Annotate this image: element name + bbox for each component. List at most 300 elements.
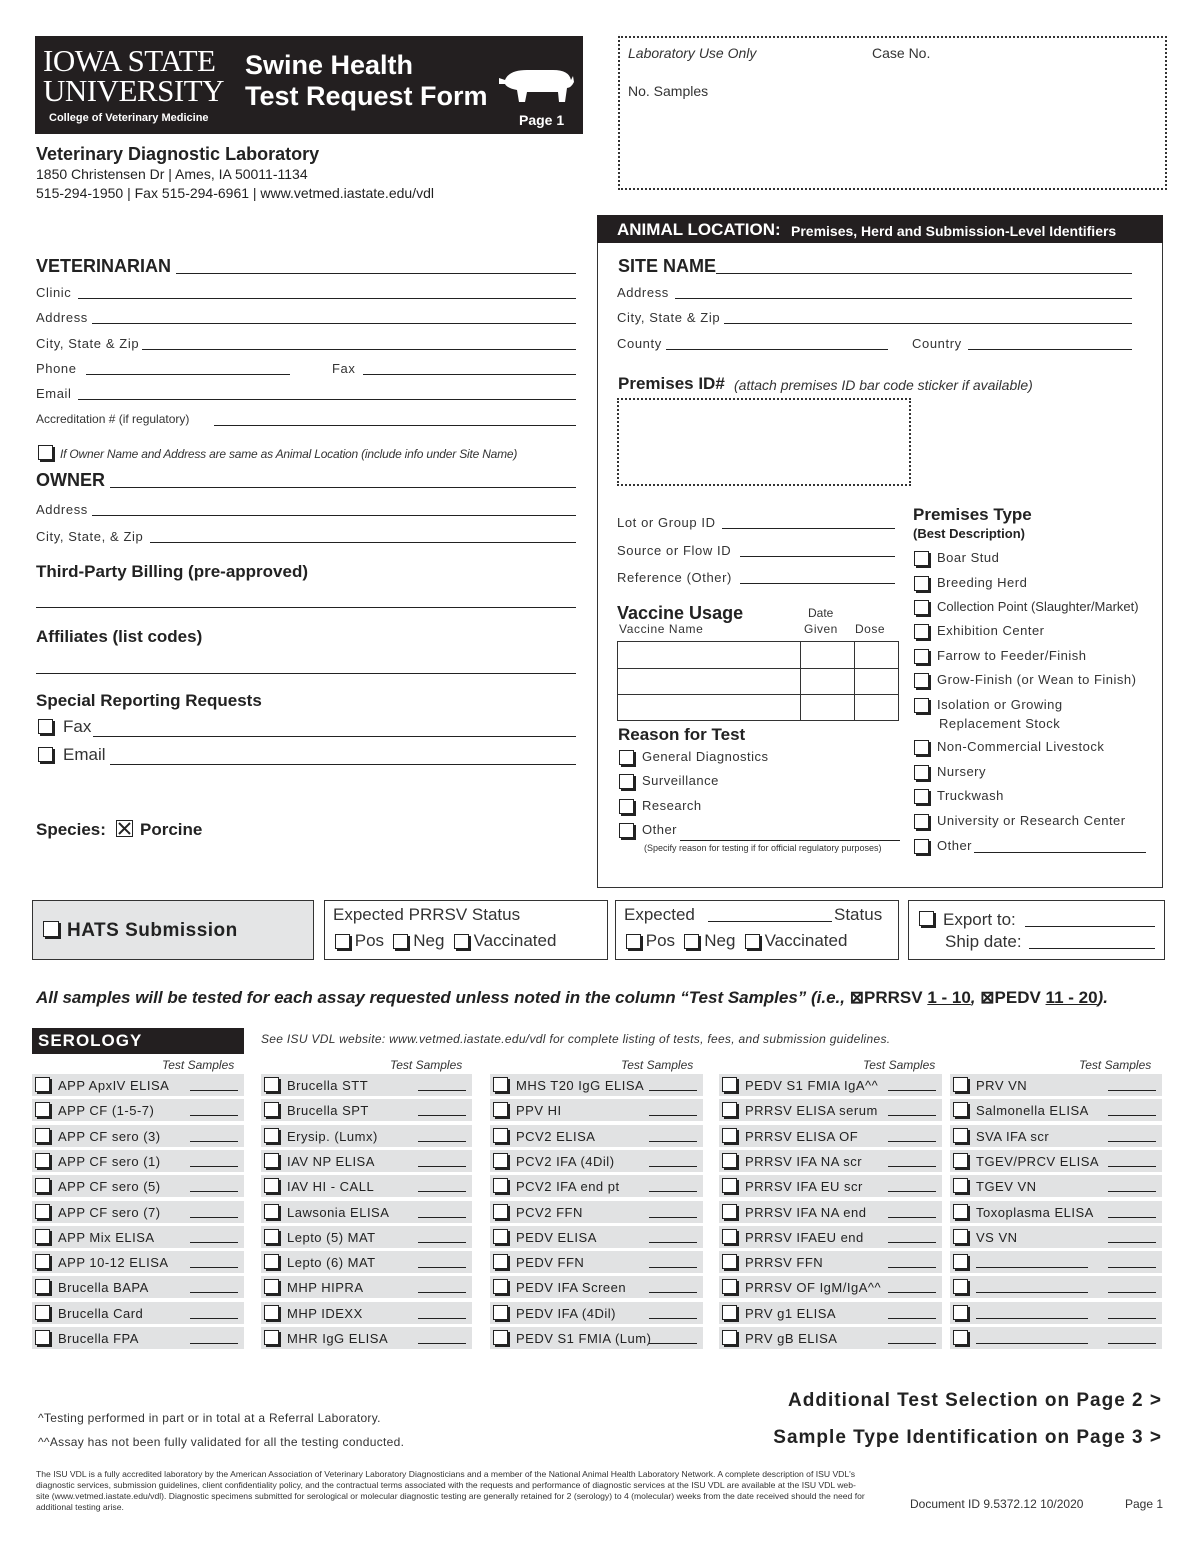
hats-submission-box[interactable] (32, 900, 314, 960)
ptype-collection-point[interactable]: Collection Point (Slaughter/Market) (914, 599, 1139, 615)
serology-test-checkbox[interactable] (35, 1254, 50, 1269)
serology-test-checkbox[interactable] (264, 1330, 279, 1345)
serology-test-checkbox[interactable] (722, 1330, 737, 1345)
county-label: County (617, 336, 662, 351)
owner-same-checkbox[interactable] (38, 444, 53, 462)
site-city-field[interactable] (724, 323, 1132, 324)
lab-contact: 515-294-1950 | Fax 515-294-6961 | www.vetmed.iastate.edu/vdl (36, 185, 434, 201)
affiliates-field[interactable] (36, 673, 576, 674)
test-samples-field[interactable] (418, 1191, 466, 1192)
serology-test-row[interactable] (950, 1201, 1162, 1223)
serology-test-checkbox[interactable] (35, 1229, 50, 1244)
veterinarian-field[interactable] (176, 273, 576, 274)
test-samples-field[interactable] (649, 1141, 697, 1142)
vet-city-field[interactable] (142, 349, 576, 350)
serology-test-row[interactable] (490, 1074, 703, 1096)
prrsv-pos[interactable]: Pos (335, 931, 384, 950)
vaccine-table (617, 641, 899, 721)
ptype-farrow-to-feeder[interactable]: Farrow to Feeder/Finish (914, 648, 1087, 664)
test-samples-field[interactable] (888, 1343, 936, 1344)
serology-test-checkbox[interactable] (953, 1153, 968, 1168)
test-samples-field[interactable] (649, 1090, 697, 1091)
serology-test-name: APP CF sero (1) (58, 1153, 161, 1169)
serology-test-row[interactable] (261, 1074, 472, 1096)
premises-id-label: Premises ID# (618, 374, 725, 393)
serology-test-row[interactable] (719, 1074, 942, 1096)
test-samples-field[interactable] (1108, 1090, 1156, 1091)
serology-test-checkbox[interactable] (264, 1305, 279, 1320)
fax-report-field[interactable] (93, 736, 576, 737)
serology-test-checkbox[interactable] (264, 1178, 279, 1193)
serology-test-checkbox[interactable] (953, 1077, 968, 1092)
site-address-field[interactable] (675, 298, 1132, 299)
serology-test-checkbox[interactable] (264, 1077, 279, 1092)
email-report-field[interactable] (110, 764, 576, 765)
ship-date-field[interactable] (1029, 948, 1155, 949)
test-samples-field[interactable] (418, 1292, 466, 1293)
serology-custom-test-field[interactable] (976, 1292, 1088, 1293)
serology-test-name: PRRSV ELISA OF (745, 1128, 859, 1144)
test-samples-field[interactable] (888, 1242, 936, 1243)
expected-vaccinated[interactable]: Vaccinated (745, 931, 848, 950)
serology-test-row[interactable] (32, 1074, 244, 1096)
test-samples-field[interactable] (649, 1191, 697, 1192)
reason-surveillance[interactable]: Surveillance (619, 773, 719, 789)
prrsv-neg[interactable]: Neg (393, 931, 444, 950)
serology-test-checkbox[interactable] (953, 1279, 968, 1294)
serology-test-row[interactable] (950, 1251, 1162, 1273)
export-box (908, 900, 1165, 960)
ptype-other[interactable]: Other (914, 838, 972, 854)
serology-test-checkbox[interactable] (722, 1305, 737, 1320)
serology-custom-test-field[interactable] (976, 1343, 1088, 1344)
serology-test-row[interactable] (719, 1125, 942, 1147)
prrsv-vaccinated[interactable]: Vaccinated (454, 931, 557, 950)
test-samples-field[interactable] (1108, 1242, 1156, 1243)
expected-pathogen-field[interactable] (708, 921, 832, 922)
serology-test-row[interactable] (32, 1226, 244, 1248)
test-samples-field[interactable] (190, 1090, 238, 1091)
serology-test-checkbox[interactable] (493, 1330, 508, 1345)
serology-test-checkbox[interactable] (953, 1204, 968, 1219)
serology-test-checkbox[interactable] (493, 1178, 508, 1193)
serology-test-row[interactable] (32, 1175, 244, 1197)
test-samples-col3: Test Samples (621, 1058, 694, 1072)
reason-other[interactable]: Other (619, 822, 677, 838)
test-samples-field[interactable] (1108, 1318, 1156, 1319)
serology-test-row[interactable] (261, 1327, 472, 1349)
ptype-university[interactable]: University or Research Center (914, 813, 1126, 829)
serology-test-name: Brucella FPA (58, 1331, 139, 1346)
accreditation-field[interactable] (214, 425, 576, 426)
serology-test-checkbox[interactable] (264, 1153, 279, 1168)
serology-test-name: APP CF sero (3) (58, 1128, 161, 1144)
serology-test-row[interactable] (950, 1099, 1162, 1121)
test-samples-field[interactable] (190, 1141, 238, 1142)
test-samples-field[interactable] (418, 1090, 466, 1091)
serology-test-name: PRRSV FFN (745, 1255, 824, 1271)
serology-test-row[interactable] (950, 1125, 1162, 1147)
serology-test-row[interactable] (490, 1099, 703, 1121)
test-samples-field[interactable] (1108, 1217, 1156, 1218)
serology-test-row[interactable] (32, 1276, 244, 1298)
page3-link[interactable]: Sample Type Identification on Page 3 > (773, 1427, 1162, 1448)
serology-test-row[interactable] (950, 1226, 1162, 1248)
serology-test-checkbox[interactable] (35, 1204, 50, 1219)
university-name: IOWA STATE UNIVERSITY (43, 43, 224, 108)
ptype-grow-finish[interactable]: Grow-Finish (or Wean to Finish) (914, 672, 1136, 688)
serology-test-checkbox[interactable] (493, 1279, 508, 1294)
serology-test-checkbox[interactable] (35, 1279, 50, 1294)
test-samples-field[interactable] (888, 1090, 936, 1091)
phone-field[interactable] (86, 374, 290, 375)
serology-test-row[interactable] (950, 1074, 1162, 1096)
serology-test-row[interactable] (950, 1150, 1162, 1172)
serology-test-row[interactable] (32, 1327, 244, 1349)
test-samples-field[interactable] (190, 1242, 238, 1243)
test-samples-field[interactable] (1108, 1292, 1156, 1293)
serology-test-row[interactable] (490, 1302, 703, 1324)
page-indicator: Page 1 (519, 112, 565, 128)
serology-test-row[interactable] (490, 1226, 703, 1248)
serology-test-row[interactable] (490, 1175, 703, 1197)
test-samples-field[interactable] (888, 1217, 936, 1218)
test-samples-field[interactable] (1108, 1166, 1156, 1167)
site-name-label: SITE NAME (618, 256, 717, 276)
serology-test-checkbox[interactable] (493, 1128, 508, 1143)
serology-test-name: PCV2 FFN (516, 1204, 583, 1220)
test-samples-field[interactable] (190, 1343, 238, 1344)
serology-test-row[interactable] (719, 1099, 942, 1121)
test-samples-field[interactable] (649, 1115, 697, 1116)
animal-location-header (597, 215, 1163, 243)
expected-pos[interactable]: Pos (626, 931, 675, 950)
test-samples-field[interactable] (888, 1166, 936, 1167)
animal-location-box (597, 243, 1163, 888)
serology-test-name: PRRSV IFAEU end (745, 1229, 864, 1245)
serology-test-checkbox[interactable] (493, 1077, 508, 1092)
ship-date-label: Ship date: (945, 932, 1022, 951)
serology-test-checkbox[interactable] (493, 1153, 508, 1168)
serology-test-row[interactable] (32, 1251, 244, 1273)
test-samples-field[interactable] (1108, 1343, 1156, 1344)
test-samples-field[interactable] (649, 1318, 697, 1319)
owner-address-label: Address (36, 502, 88, 517)
premises-id-sticker-box[interactable] (617, 398, 911, 486)
ptype-nursery[interactable]: Nursery (914, 764, 986, 780)
test-samples-field[interactable] (418, 1217, 466, 1218)
test-samples-field[interactable] (418, 1267, 466, 1268)
test-samples-field[interactable] (190, 1115, 238, 1116)
serology-test-checkbox[interactable] (493, 1254, 508, 1269)
serology-test-checkbox[interactable] (264, 1254, 279, 1269)
premises-id-note: (attach premises ID bar code sticker if available) (734, 377, 1033, 393)
serology-test-checkbox[interactable] (35, 1128, 50, 1143)
ptype-truckwash[interactable]: Truckwash (914, 788, 1004, 804)
special-reporting-label: Special Reporting Requests (36, 691, 262, 710)
prrsv-status-options (335, 931, 556, 951)
serology-custom-test-field[interactable] (976, 1318, 1088, 1319)
serology-test-checkbox[interactable] (493, 1204, 508, 1219)
page2-link[interactable]: Additional Test Selection on Page 2 > (788, 1390, 1162, 1411)
test-samples-field[interactable] (190, 1318, 238, 1319)
expected-label: Expected (624, 905, 695, 924)
species-value: Porcine (140, 820, 203, 839)
test-samples-field[interactable] (888, 1191, 936, 1192)
serology-test-row[interactable] (490, 1276, 703, 1298)
species-checkbox[interactable] (116, 820, 133, 842)
serology-test-checkbox[interactable] (264, 1204, 279, 1219)
serology-test-name: PEDV S1 FMIA IgA^^ (745, 1078, 879, 1093)
email-field[interactable] (78, 399, 576, 400)
third-party-billing-label: Third-Party Billing (pre-approved) (36, 562, 309, 581)
serology-test-checkbox[interactable] (264, 1128, 279, 1143)
serology-test-row[interactable] (490, 1150, 703, 1172)
serology-test-row[interactable] (719, 1150, 942, 1172)
serology-test-checkbox[interactable] (35, 1330, 50, 1345)
test-samples-field[interactable] (649, 1292, 697, 1293)
owner-title: OWNER (36, 470, 105, 490)
serology-test-checkbox[interactable] (722, 1204, 737, 1219)
serology-test-checkbox[interactable] (264, 1102, 279, 1117)
ptype-other-field[interactable] (974, 852, 1146, 853)
serology-test-row[interactable] (261, 1125, 472, 1147)
serology-test-checkbox[interactable] (722, 1153, 737, 1168)
serology-test-row[interactable] (261, 1099, 472, 1121)
serology-test-name: APP CF sero (7) (58, 1204, 161, 1220)
test-samples-field[interactable] (1108, 1191, 1156, 1192)
site-address-label: Address (617, 285, 669, 300)
serology-header (32, 1028, 244, 1054)
serology-test-row[interactable] (261, 1201, 472, 1223)
reason-general[interactable]: General Diagnostics (619, 749, 769, 765)
expected-neg[interactable]: Neg (684, 931, 735, 950)
test-samples-field[interactable] (888, 1141, 936, 1142)
test-samples-field[interactable] (888, 1115, 936, 1116)
fine-print: The ISU VDL is a fully accredited laboratory by the American Association of Veterinary Laboratory Diagnosticians and a member of the National Animal Health Laboratory Network. A complete description of ISU VDL's diagnostic services, submission guidelines, client confidentiality policy, and the contractual terms associated with the requests and performance of diagnostic services at the ISU VDL are available at the ISU VDL web-site (www.vetmed.iastate.edu/vdl). Diagnostic specimens submitted for serological or molecular diagnostic testing are generally retained for 2 (serology) to 4 (molecular) weeks from the date received should the need for additional testing arise. (36, 1469, 865, 1512)
reason-note: (Specify reason for testing if for official regulatory purposes) (644, 843, 882, 853)
footnote-validation: ^^Assay has not been fully validated for all the testing conducted. (38, 1435, 405, 1449)
serology-test-row[interactable] (490, 1201, 703, 1223)
serology-test-checkbox[interactable] (493, 1102, 508, 1117)
ptype-non-commercial[interactable]: Non-Commercial Livestock (914, 739, 1104, 755)
test-samples-field[interactable] (649, 1343, 697, 1344)
test-samples-field[interactable] (190, 1267, 238, 1268)
serology-test-checkbox[interactable] (953, 1254, 968, 1269)
serology-test-checkbox[interactable] (35, 1305, 50, 1320)
serology-test-checkbox[interactable] (35, 1077, 50, 1092)
serology-test-checkbox[interactable] (953, 1178, 968, 1193)
serology-test-name: Lepto (5) MAT (287, 1229, 376, 1245)
expected-status-box (615, 900, 899, 960)
species-label: Species: (36, 820, 106, 839)
serology-test-row[interactable] (719, 1226, 942, 1248)
test-samples-field[interactable] (418, 1166, 466, 1167)
test-samples-field[interactable] (190, 1217, 238, 1218)
owner-field[interactable] (110, 487, 576, 488)
serology-test-row[interactable] (261, 1150, 472, 1172)
serology-test-checkbox[interactable] (722, 1279, 737, 1294)
test-samples-field[interactable] (649, 1267, 697, 1268)
test-samples-field[interactable] (418, 1242, 466, 1243)
serology-test-name: PCV2 IFA end pt (516, 1179, 620, 1195)
fax-label: Fax (332, 361, 356, 376)
serology-test-row[interactable] (261, 1175, 472, 1197)
test-samples-field[interactable] (418, 1318, 466, 1319)
vet-address-field[interactable] (92, 323, 576, 324)
reference-field[interactable] (740, 583, 895, 584)
serology-test-row[interactable] (261, 1226, 472, 1248)
serology-test-row[interactable] (490, 1251, 703, 1273)
reason-research[interactable]: Research (619, 798, 702, 814)
serology-test-name: PRRSV IFA NA end (745, 1204, 867, 1220)
serology-test-row[interactable] (950, 1175, 1162, 1197)
lab-use-label: Laboratory Use Only (628, 45, 757, 61)
test-samples-field[interactable] (888, 1267, 936, 1268)
serology-test-name: Lepto (6) MAT (287, 1255, 376, 1271)
serology-test-name: PEDV IFA (4Dil) (516, 1305, 616, 1321)
reason-other-field[interactable] (680, 840, 900, 841)
country-field[interactable] (968, 349, 1132, 350)
test-samples-field[interactable] (888, 1318, 936, 1319)
serology-test-row[interactable] (32, 1099, 244, 1121)
serology-test-checkbox[interactable] (953, 1128, 968, 1143)
serology-test-row[interactable] (719, 1276, 942, 1298)
serology-test-name: Brucella Card (58, 1305, 144, 1321)
lot-field[interactable] (722, 528, 895, 529)
test-samples-field[interactable] (649, 1217, 697, 1218)
serology-test-name: MHS T20 IgG ELISA (516, 1078, 645, 1093)
serology-test-checkbox[interactable] (953, 1330, 968, 1345)
site-city-label: City, State & Zip (617, 310, 721, 325)
serology-test-row[interactable] (261, 1302, 472, 1324)
serology-test-checkbox[interactable] (722, 1077, 737, 1092)
test-samples-field[interactable] (888, 1292, 936, 1293)
serology-test-row[interactable] (719, 1251, 942, 1273)
ptype-breeding-herd[interactable]: Breeding Herd (914, 575, 1027, 591)
test-samples-field[interactable] (190, 1166, 238, 1167)
test-samples-field[interactable] (1108, 1141, 1156, 1142)
serology-test-checkbox[interactable] (493, 1305, 508, 1320)
serology-test-checkbox[interactable] (264, 1279, 279, 1294)
prrsv-status-title: Expected PRRSV Status (333, 905, 521, 924)
serology-test-row[interactable] (490, 1125, 703, 1147)
serology-test-name: MHR IgG ELISA (287, 1331, 389, 1346)
serology-test-checkbox[interactable] (722, 1128, 737, 1143)
serology-test-row[interactable] (950, 1276, 1162, 1298)
serology-test-row[interactable] (32, 1201, 244, 1223)
fax-report-checkbox[interactable] (38, 718, 53, 736)
serology-test-checkbox[interactable] (35, 1102, 50, 1117)
premises-type-subtitle: (Best Description) (913, 526, 1025, 541)
serology-test-checkbox[interactable] (722, 1178, 737, 1193)
serology-test-row[interactable] (261, 1251, 472, 1273)
serology-test-checkbox[interactable] (264, 1229, 279, 1244)
serology-test-checkbox[interactable] (35, 1153, 50, 1168)
test-samples-field[interactable] (1108, 1267, 1156, 1268)
test-samples-field[interactable] (1108, 1115, 1156, 1116)
footer-page: Page 1 (1125, 1497, 1164, 1511)
serology-test-name: APP Mix ELISA (58, 1229, 155, 1245)
serology-test-checkbox[interactable] (35, 1178, 50, 1193)
serology-test-row[interactable] (490, 1327, 703, 1349)
fax-field[interactable] (363, 374, 576, 375)
ptype-isolation-line2: Replacement Stock (939, 716, 1061, 731)
export-checkbox[interactable] (919, 911, 934, 926)
serology-test-name: PPV HI (516, 1103, 562, 1119)
serology-test-row[interactable] (32, 1302, 244, 1324)
serology-test-checkbox[interactable] (953, 1305, 968, 1320)
ptype-boar-stud[interactable]: Boar Stud (914, 550, 999, 566)
serology-test-row[interactable] (719, 1201, 942, 1223)
serology-test-name: PRV g1 ELISA (745, 1305, 837, 1321)
third-party-billing-field[interactable] (36, 607, 576, 608)
veterinarian-title: VETERINARIAN (36, 256, 172, 276)
serology-custom-test-field[interactable] (976, 1267, 1088, 1268)
site-name-field[interactable] (716, 273, 1132, 274)
serology-test-row[interactable] (32, 1125, 244, 1147)
test-samples-field[interactable] (190, 1292, 238, 1293)
county-field[interactable] (666, 349, 888, 350)
email-report-label: Email (63, 745, 106, 764)
clinic-label: Clinic (36, 285, 72, 300)
test-samples-field[interactable] (418, 1141, 466, 1142)
serology-test-checkbox[interactable] (722, 1254, 737, 1269)
serology-test-name: PEDV IFA Screen (516, 1280, 627, 1296)
serology-test-checkbox[interactable] (953, 1102, 968, 1117)
serology-test-name: PEDV FFN (516, 1255, 585, 1271)
email-label: Email (36, 386, 72, 401)
test-samples-field[interactable] (418, 1343, 466, 1344)
email-report-checkbox[interactable] (38, 746, 53, 764)
no-samples-label: No. Samples (628, 83, 709, 99)
ptype-isolation[interactable]: Isolation or Growing (914, 697, 1063, 713)
serology-test-row[interactable] (719, 1327, 942, 1349)
serology-test-row[interactable] (950, 1327, 1162, 1349)
ptype-exhibition-center[interactable]: Exhibition Center (914, 623, 1045, 639)
lab-name: Veterinary Diagnostic Laboratory (36, 144, 320, 164)
test-samples-field[interactable] (418, 1115, 466, 1116)
serology-test-name: PRRSV IFA EU scr (745, 1179, 863, 1195)
instructions-text: All samples will be tested for each assay requested unless noted in the column “Test Samples” (i.e., ⊠PRRSV 1 - 10, ⊠PEDV 11 - 20). (36, 988, 1108, 1007)
source-field[interactable] (740, 556, 895, 557)
serology-test-row[interactable] (719, 1302, 942, 1324)
serology-title: SEROLOGY (38, 1031, 143, 1050)
owner-city-field[interactable] (150, 542, 576, 543)
serology-test-checkbox[interactable] (493, 1229, 508, 1244)
test-samples-col2: Test Samples (390, 1058, 463, 1072)
export-to-field[interactable] (1025, 926, 1155, 927)
serology-test-name: Toxoplasma ELISA (976, 1204, 1094, 1220)
fax-report-label: Fax (63, 717, 92, 736)
serology-test-checkbox[interactable] (722, 1102, 737, 1117)
source-label: Source or Flow ID (617, 543, 732, 558)
owner-address-field[interactable] (92, 515, 576, 516)
serology-test-row[interactable] (950, 1302, 1162, 1324)
clinic-field[interactable] (78, 298, 576, 299)
serology-test-checkbox[interactable] (953, 1229, 968, 1244)
test-samples-field[interactable] (649, 1166, 697, 1167)
test-samples-field[interactable] (190, 1191, 238, 1192)
country-label: Country (912, 336, 962, 351)
vaccine-name-col: Vaccine Name (619, 622, 704, 636)
lot-label: Lot or Group ID (617, 515, 716, 530)
test-samples-field[interactable] (649, 1242, 697, 1243)
serology-test-row[interactable] (261, 1276, 472, 1298)
serology-test-row[interactable] (32, 1150, 244, 1172)
serology-test-checkbox[interactable] (722, 1229, 737, 1244)
serology-test-row[interactable] (719, 1175, 942, 1197)
